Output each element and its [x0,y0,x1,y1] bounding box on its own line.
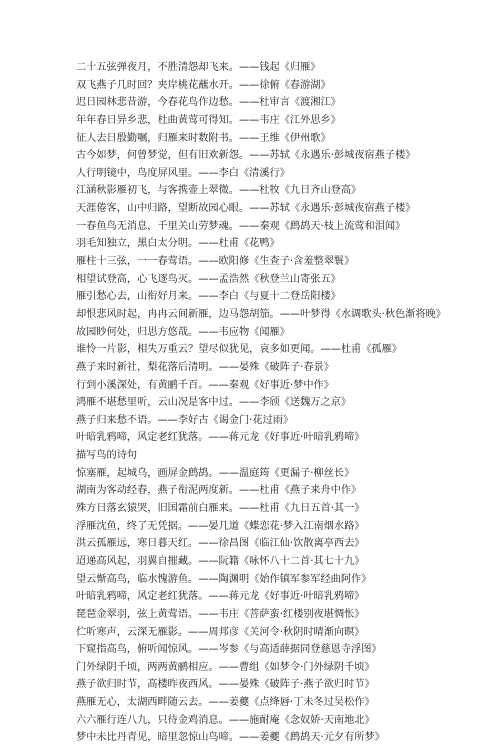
text-line: 年年春日异乡悲，杜曲黄莺可得知。——韦庄《江外思乡》 [76,114,341,126]
text-line: 下窥指高鸟，俯听闻惊风。——岑参《与高适薛据同登慈恩寺浮图》 [76,644,382,656]
text-line: 六六雁行连八九，只待金鸡消息。——施耐庵《念奴娇·天南地北》 [76,714,375,726]
text-line: 相望试登高，心飞逐鸟灭。——孟浩然《秋登兰山寄张五》 [76,273,341,285]
text-line: 叶暗乳鸦啼，风定老红犹落。——蒋元龙《好事近·叶暗乳鸦啼》 [76,591,365,603]
text-line: 鸿雁不堪愁里听，云山况是客中过。——李颀《送魏万之京》 [76,397,352,409]
text-line: 古今如梦，何曾梦觉，但有旧欢新怨。——苏轼《永遇乐·彭城夜宿燕子楼》 [76,150,416,162]
text-line: 征人去日殷勤嘱，归雁来时数附书。——王维《伊州歌》 [76,132,331,144]
text-line: 二十五弦弹夜月，不胜清怨却飞来。——钱起《归雁》 [76,62,321,73]
text-line: 人行明镜中，鸟度屏风里。——李白《清溪行》 [76,167,290,179]
text-line: 门外绿阴千顷，两两黄鹂相应。——曹组《如梦令·门外绿阴千顷》 [76,661,375,673]
text-line: 一春鱼鸟无消息，千里关山劳梦魂。——秦观《鹧鸪天·枝上流莺和泪闻》 [76,220,406,232]
text-line: 却恨悲风时起，冉冉云间新雁，边马怨胡笳。——叶梦得《水调歌头·秋色渐将晚》 [76,308,446,320]
text-line: 江涵秋影雁初飞，与客携壶上翠微。——杜牧《九日齐山登高》 [76,185,362,197]
text-line: 燕子来时新社，梨花落后清明。——晏殊《破阵子·春景》 [76,361,334,373]
text-line: 殊方日落玄猿哭，旧国霜前白雁来。——杜甫《九日五首·其一》 [76,503,365,515]
text-line: 燕子归来愁不语。——李好古《谒金门·花过雨》 [76,414,294,426]
text-line: 叶暗乳鸦啼，风定老红犹落。——蒋元龙《好事近·叶暗乳鸦啼》 [76,432,365,444]
text-line: 惊塞雁，起城乌，画屏金鹧鸪。——温庭筠《更漏子·柳丝长》 [76,467,355,479]
text-line: 雁柱十三弦，一一春莺语。——欧阳修《生查子·含羞整翠鬟》 [76,256,355,268]
text-line: 浮雁沈鱼，终了无凭据。——晏几道《蝶恋花·梦入江南烟水路》 [76,520,365,532]
text-line: 谁怜一片影，相失万重云？望尽似犹见，哀多如更闻。——杜甫《孤雁》 [76,344,402,356]
text-line: 行到小溪深处，有黄鹂千百。——秦观《好事近·梦中作》 [76,379,334,391]
text-line: 迟日园林悲昔游，今春花鸟作边愁。——杜审言《渡湘江》 [76,97,341,109]
text-line: 燕子欲归时节，高楼昨夜西风。——晏殊《破阵子·燕子欲归时节》 [76,679,375,691]
text-line: 羽毛知独立，黑白太分明。——杜甫《花鸭》 [76,238,280,250]
text-line: 描写鸟的诗句 [76,450,138,462]
text-line: 琵琶金翠羽，弦上黄莺语。——韦庄《菩萨蛮·红楼别夜堪惆怅》 [76,608,365,620]
text-line: 伫听寒声，云深无雁影。——周邦彦《关河令·秋阴时晴渐向暝》 [76,626,365,638]
text-line: 故园眇何处，归思方悠哉。——韦应物《闻雁》 [76,326,290,338]
text-line: 双飞燕子几时回？夹岸桃花蘸水开。——徐俯《春游湖》 [76,79,331,91]
text-line: 天涯倦客，山中归路，望断故园心眼。——苏轼《永遇乐·彭城夜宿燕子楼》 [76,203,416,215]
text-line: 望云惭高鸟，临水愧游鱼。——陶渊明《始作镇军参军经曲阿作》 [76,573,372,585]
text-line: 燕雁无心，太湖西畔随云去。——姜夔《点绛唇·丁未冬过吴松作》 [76,697,375,709]
text-line: 湖南为客动经春，燕子衔泥两度新。——杜甫《燕子来舟中作》 [76,485,362,497]
text-line: 梦中未比丹青见，暗里忽惊山鸟啼。——姜夔《鹧鸪天·元夕有所梦》 [76,732,385,744]
text-line: 雁引愁心去，山衔好月来。——李白《与夏十二登岳阳楼》 [76,291,341,303]
text-line: 洪云孤雁远，寒日暮天红。——徐昌图《临江仙·饮散离亭西去》 [76,538,365,550]
text-line: 迢递高风起，羽翼自摧藏。——阮籍《咏怀八十二首·其七十九》 [76,555,365,567]
